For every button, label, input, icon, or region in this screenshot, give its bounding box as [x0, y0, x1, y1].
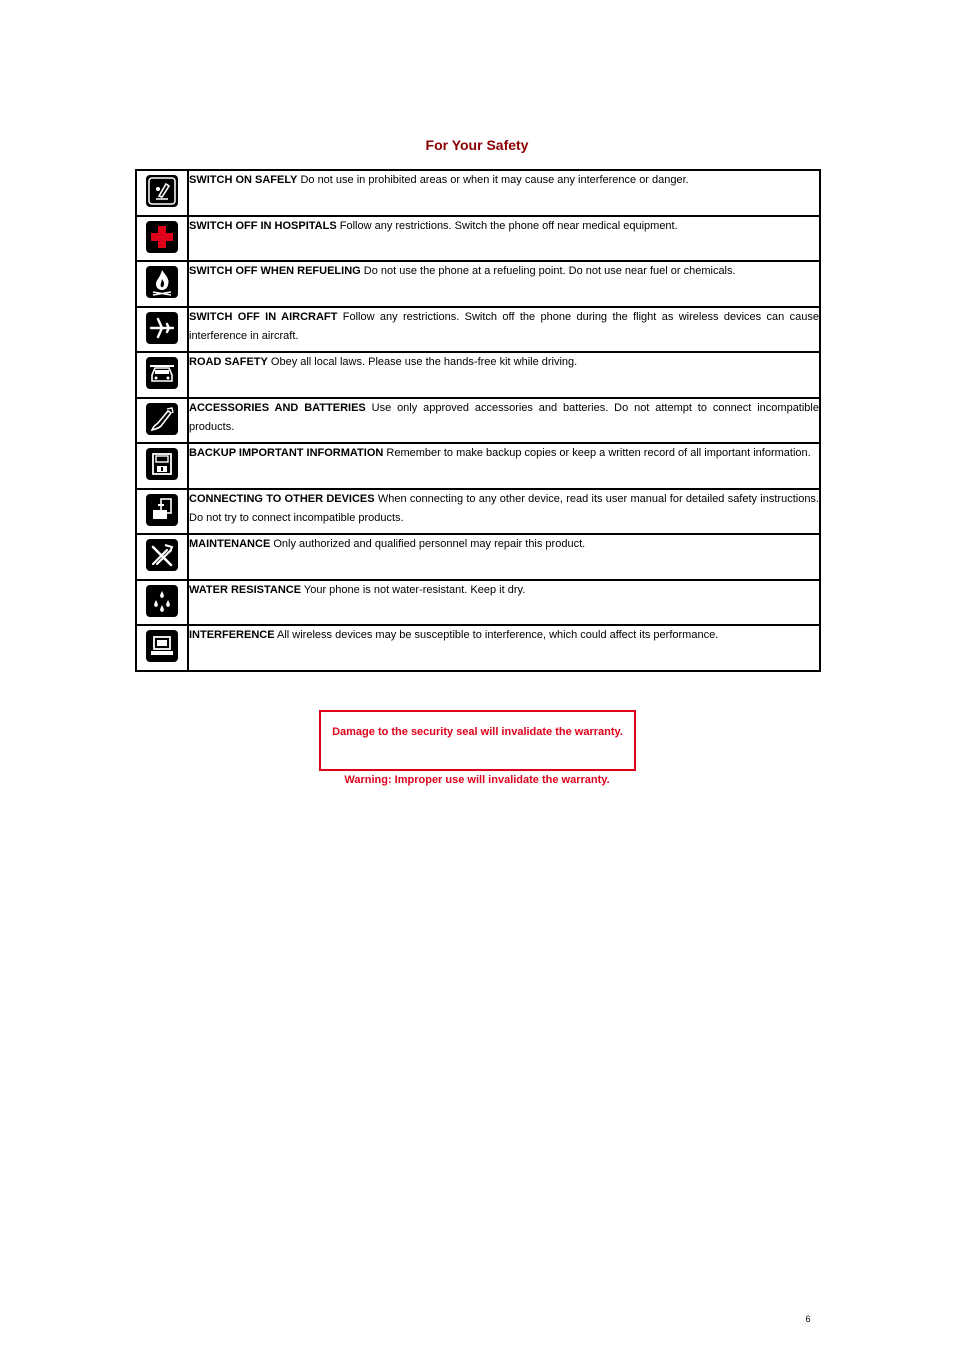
row-text: When connecting to any other device, read its user manual for detailed safety instructions. Do not try to connect incompatible products.	[189, 492, 819, 524]
seal-notice-text: Damage to the security seal will invalidate the warranty.	[332, 726, 623, 738]
table-row	[136, 625, 820, 671]
row-text: Only authorized and qualified personnel may repair this product.	[270, 538, 586, 550]
row-heading: CONNECTING TO OTHER DEVICES	[189, 492, 375, 505]
row-text: Use only approved accessories and batteries. Do not attempt to connect incompatible products.	[189, 401, 819, 433]
safety-table	[135, 169, 821, 672]
airplane-icon	[146, 312, 178, 344]
page-number: 6	[805, 1314, 811, 1324]
row-text: Follow any restrictions. Switch off the phone during the flight as wireless devices can cause interference in aircraft.	[189, 310, 819, 342]
security-seal-notice	[319, 710, 636, 771]
laptop-icon	[146, 630, 178, 662]
row-heading: SWITCH OFF IN AIRCRAFT	[189, 310, 338, 323]
switch-on-icon	[146, 175, 178, 207]
row-text: Obey all local laws. Please use the hands-free kit while driving.	[267, 356, 578, 368]
table-row	[136, 216, 820, 262]
page-title: For Your Safety	[425, 137, 529, 153]
row-heading: WATER RESISTANCE	[189, 583, 302, 596]
table-row	[136, 261, 820, 307]
device-connect-icon	[146, 494, 178, 526]
table-row	[136, 443, 820, 489]
tools-icon	[146, 539, 178, 571]
floppy-disk-icon	[146, 448, 178, 480]
row-heading: BACKUP IMPORTANT INFORMATION	[189, 447, 384, 459]
water-drops-icon	[146, 585, 178, 617]
row-heading: SWITCH OFF IN HOSPITALS	[189, 219, 337, 232]
table-row	[136, 580, 820, 626]
row-text: Do not use in prohibited areas or when it may cause any interference or danger.	[297, 174, 689, 186]
fuel-fire-icon	[146, 266, 178, 298]
hospital-cross-icon	[146, 221, 178, 253]
table-row	[136, 352, 820, 398]
car-icon	[146, 357, 178, 389]
table-row	[136, 489, 820, 535]
row-heading: MAINTENANCE	[189, 538, 271, 550]
warranty-warning: Warning: Improper use will invalidate the warranty.	[344, 774, 610, 786]
row-heading: ACCESSORIES AND BATTERIES	[189, 401, 366, 414]
row-heading: INTERFERENCE	[189, 629, 275, 641]
accessory-cable-icon	[146, 403, 178, 435]
table-row	[136, 398, 820, 444]
row-heading: ROAD SAFETY	[189, 356, 268, 368]
table-row	[136, 307, 820, 353]
table-row	[136, 534, 820, 580]
row-text: All wireless devices may be susceptible to interference, which could affect its performance.	[274, 629, 719, 641]
row-text: Do not use the phone at a refueling point. Do not use near fuel or chemicals.	[360, 265, 736, 277]
row-text: Your phone is not water-resistant. Keep it dry.	[301, 583, 526, 596]
table-row	[136, 170, 820, 216]
row-heading: SWITCH OFF WHEN REFUELING	[189, 265, 361, 277]
row-text: Follow any restrictions. Switch the phone off near medical equipment.	[336, 219, 678, 232]
row-heading: SWITCH ON SAFELY	[189, 174, 298, 186]
row-text: Remember to make backup copies or keep a written record of all important information.	[383, 447, 811, 459]
